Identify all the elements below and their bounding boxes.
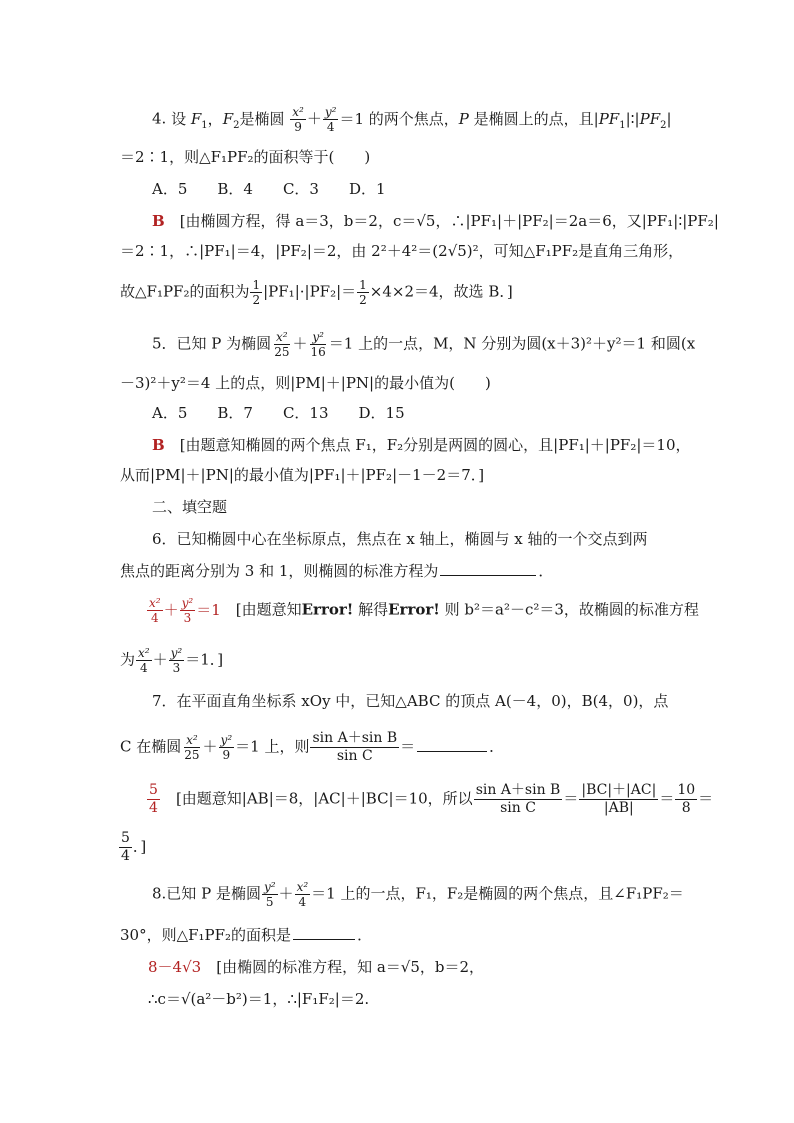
- q7-solution-line1: $\frac{5}{4}$ [由题意知|AB|＝8，|AC|＋|BC|＝10，所以 $\frac{\text{sin A＋sin B}}{\text{sin C}}$ ＝ $\frac{|BC|+|AC|}{|AB|}$ ＝ $\frac{10}{8}$ ＝: [149, 782, 714, 816]
- q4-line2: ＝2∶1，则△F₁PF₂的面积等于( ): [120, 148, 371, 166]
- fraction: $\frac{\text{y²}}{3}$: [170, 646, 183, 675]
- fraction: $\frac{\text{x²}}{9}$: [292, 105, 304, 134]
- section-heading: 二、填空题: [152, 498, 228, 516]
- fraction: $\frac{\text{sin A＋sin B}}{\text{sin C}}$: [475, 782, 561, 816]
- fraction: $\frac{1}{2}$: [252, 278, 261, 307]
- q6-solution-line1: $\frac{\text{x²}}{4}$ ＋ $\frac{\text{y²}}{3}$ ＝1 [由题意知Error! 解得Error! 则 b²＝a²－c²＝3，故椭圆的标准方程: [149, 596, 699, 625]
- fraction: $\frac{\text{y²}}{16}$: [310, 330, 326, 359]
- q7-line1: 7．在平面直角坐标系 xOy 中，已知△ABC 的顶点 A(－4，0)，B(4，0)，点: [152, 692, 669, 710]
- fraction: $\frac{5}{4}$: [121, 830, 130, 864]
- q6-line1: 6．已知椭圆中心在坐标原点，焦点在 x 轴上，椭圆与 x 轴的一个交点到两: [152, 530, 648, 548]
- fraction: $\frac{\text{sin A＋sin B}}{\text{sin C}}$: [312, 730, 398, 764]
- q8-line1: 8.已知 P 是椭圆 $\frac{\text{y²}}{5}$ ＋ $\frac{\text{x²}}{4}$ ＝1 上的一点，F₁，F₂是椭圆的两个焦点，且∠F₁PF₂＝: [152, 880, 684, 909]
- q7-line2: C 在椭圆 $\frac{\text{x²}}{25}$ ＋ $\frac{\text{y²}}{9}$ ＝1 上，则 $\frac{\text{sin A＋sin B}}{\text{sin C}}$ ＝ ．: [120, 730, 505, 764]
- q7-answer: $\frac{5}{4}$: [149, 782, 158, 816]
- fraction: $\frac{10}{8}$: [677, 782, 696, 816]
- q4-number: 4.: [152, 109, 167, 128]
- answer-blank: [293, 938, 355, 940]
- q6-line2: 焦点的距离分别为 3 和 1，则椭圆的标准方程为 ．: [120, 562, 554, 580]
- q4-solution-line3: 故△F₁PF₂的面积为 $\frac{1}{2}$ |PF₁|·|PF₂|＝ $\frac{1}{2}$ ×4×2＝4，故选 B．]: [120, 278, 513, 307]
- q5-line1: 5．已知 P 为椭圆 $\frac{\text{x²}}{25}$ ＋ $\frac{\text{y²}}{16}$ ＝1 上的一点，M，N 分别为圆(x＋3)²＋y²＝1 和圆(x: [152, 330, 696, 359]
- q4-options: A．5 B．4 C．3 D．1: [152, 180, 386, 198]
- q4-solution-line1: B [由椭圆方程，得 a＝3，b＝2，c＝√5，∴|PF₁|＋|PF₂|＝2a＝6，又|PF₁|∶|PF₂|: [152, 212, 719, 230]
- q5-line2: －3)²＋y²＝4 上的点，则|PM|＋|PN|的最小值为( ): [120, 374, 491, 392]
- q6-solution-line2: 为 $\frac{\text{x²}}{4}$ ＋ $\frac{\text{y²}}{3}$ ＝1．]: [120, 646, 224, 675]
- q5-solution-line2: 从而|PM|＋|PN|的最小值为|PF₁|＋|PF₂|－1－2＝7．]: [120, 466, 485, 484]
- fraction: $\frac{1}{2}$: [359, 278, 367, 307]
- q8-solution-line1: 8－4√3 [由椭圆的标准方程，知 a＝√5，b＝2，: [148, 958, 485, 976]
- q8-answer: 8－4√3: [148, 958, 202, 976]
- q4-solution-line2: ＝2∶1，∴|PF₁|＝4，|PF₂|＝2，由 2²＋4²＝(2√5)²，可知△F₁PF₂是直角三角形，: [120, 242, 684, 260]
- fraction: $\frac{\text{y²}}{4}$: [324, 105, 337, 134]
- fraction: $\frac{|BC|+|AC|}{|AB|}$: [581, 782, 657, 816]
- answer-blank: [417, 750, 487, 752]
- q8-line2: 30°，则△F₁PF₂的面积是 ．: [120, 926, 373, 944]
- fraction: $\frac{\text{y²}}{3}$: [181, 596, 194, 625]
- q5-options: A．5 B．7 C．13 D．15: [152, 404, 405, 422]
- q7-solution-line2: $\frac{5}{4}$ ．]: [121, 830, 147, 864]
- q4-answer: B: [152, 212, 165, 230]
- q8-solution-line2: ∴c＝√(a²－b²)＝1，∴|F₁F₂|＝2.: [148, 990, 370, 1008]
- answer-blank: [440, 574, 536, 576]
- fraction: $\frac{\text{y²}}{5}$: [263, 880, 276, 909]
- fraction: $\frac{\text{x²}}{4}$: [296, 880, 309, 909]
- fraction: $\frac{\text{x²}}{4}$: [149, 596, 161, 625]
- fraction: $\frac{\text{x²}}{4}$: [138, 646, 150, 675]
- q5-answer: B: [152, 436, 165, 454]
- q5-solution-line1: B [由题意知椭圆的两个焦点 F₁，F₂分别是两圆的圆心，且|PF₁|＋|PF₂|＝10，: [152, 436, 691, 454]
- fraction: $\frac{\text{x²}}{25}$: [184, 733, 200, 762]
- q4-line1: 4. 设 $F_1$，$F_2$是椭圆 $\frac{\text{x²}}{9}$ ＋ $\frac{\text{y²}}{4}$ ＝1 的两个焦点，P 是椭圆上的点，且$|PF_1|∶|PF_2|$: [152, 105, 672, 134]
- fraction: $\frac{\text{y²}}{9}$: [220, 733, 233, 762]
- fraction: $\frac{\text{x²}}{25}$: [274, 330, 290, 359]
